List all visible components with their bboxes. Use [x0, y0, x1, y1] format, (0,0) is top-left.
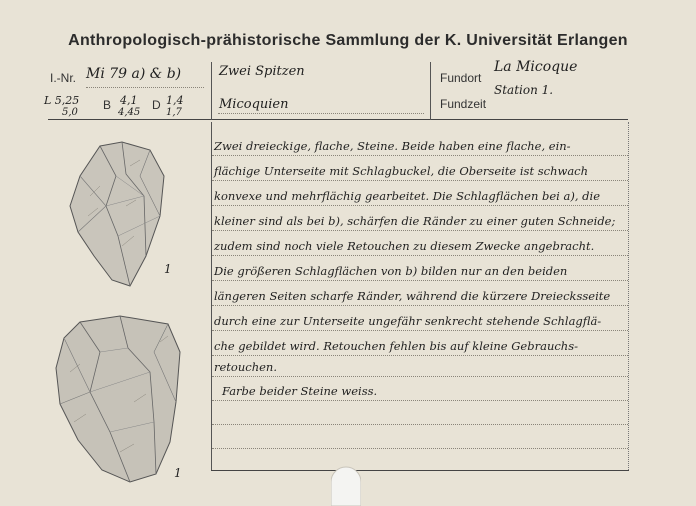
fundort-label: Fundort [440, 71, 482, 85]
body-right-edge [628, 122, 629, 470]
inv-value: Mi 79 a) & b) [86, 66, 182, 82]
card-title: Anthropologisch-prähistorische Sammlung der K. Universität Erlangen [68, 32, 628, 49]
description-line: durch eine zur Unterseite ungefähr senkrecht stehende Schlagflä- [214, 314, 602, 328]
measure-b-top: 4,1 [120, 94, 138, 107]
body-divider [211, 122, 212, 470]
stone-drawing-upper [60, 136, 170, 296]
writing-line [212, 255, 628, 256]
measure-d-top: 1,4 [166, 94, 184, 107]
header-divider-right [430, 62, 431, 120]
writing-line [212, 155, 628, 156]
fundzeit-label: Fundzeit [440, 97, 487, 111]
body-bottom-rule [211, 470, 629, 471]
description-line: Die größeren Schlagflächen von b) bilden nur an den beiden [214, 264, 568, 278]
description-line: Farbe beider Steine weiss. [222, 384, 378, 398]
writing-line [212, 305, 628, 306]
object-dotted [218, 113, 424, 114]
b-label: B [103, 98, 112, 112]
writing-line [212, 230, 628, 231]
punch-hole [331, 466, 361, 506]
writing-line [212, 180, 628, 181]
description-line: che gebildet wird. Retouchen fehlen bis auf kleine Gebrauchs- [214, 339, 578, 353]
d-label: D [152, 98, 161, 112]
description-line: längeren Seiten scharfe Ränder, während die kürzere Dreiecksseite [214, 289, 611, 303]
writing-line [212, 205, 628, 206]
measure-b-bottom: 4,45 [118, 107, 141, 118]
figure-marker-upper: 1 [164, 262, 172, 276]
writing-line [212, 448, 628, 449]
description-line: zudem sind noch viele Retouchen zu diesem Zwecke angebracht. [214, 239, 595, 253]
inv-dotted [86, 87, 204, 88]
measure-d-bottom: 1,7 [166, 107, 182, 118]
writing-line [212, 280, 628, 281]
description-line: retouchen. [214, 360, 277, 374]
fundort-station: Station 1. [494, 83, 554, 97]
figure-marker-lower: 1 [174, 466, 182, 480]
writing-line [212, 330, 628, 331]
writing-line [212, 376, 628, 377]
inv-label: I.-Nr. [50, 71, 76, 85]
stone-drawing-lower [50, 312, 190, 484]
description-line: flächige Unterseite mit Schlagbuckel, die Oberseite ist schwach [214, 164, 589, 178]
description-line: kleiner sind als bei b), schärfen die Ränder zu einer guten Schneide; [214, 214, 616, 228]
measure-left-bottom: 5,0 [62, 107, 78, 118]
writing-line [212, 400, 628, 401]
object-line1: Zwei Spitzen [219, 64, 305, 79]
description-line: konvexe und mehrflächig gearbeitet. Die Schlagflächen bei a), die [214, 189, 601, 203]
writing-line [212, 424, 628, 425]
header-rule [48, 119, 628, 120]
object-line2: Micoquien [219, 97, 289, 112]
measure-left-top: L 5,25 [44, 94, 80, 107]
writing-line [212, 355, 628, 356]
description-line: Zwei dreieckige, flache, Steine. Beide haben eine flache, ein- [214, 139, 571, 153]
header-divider-left [211, 62, 212, 120]
fundort-value: La Micoque [494, 59, 578, 75]
